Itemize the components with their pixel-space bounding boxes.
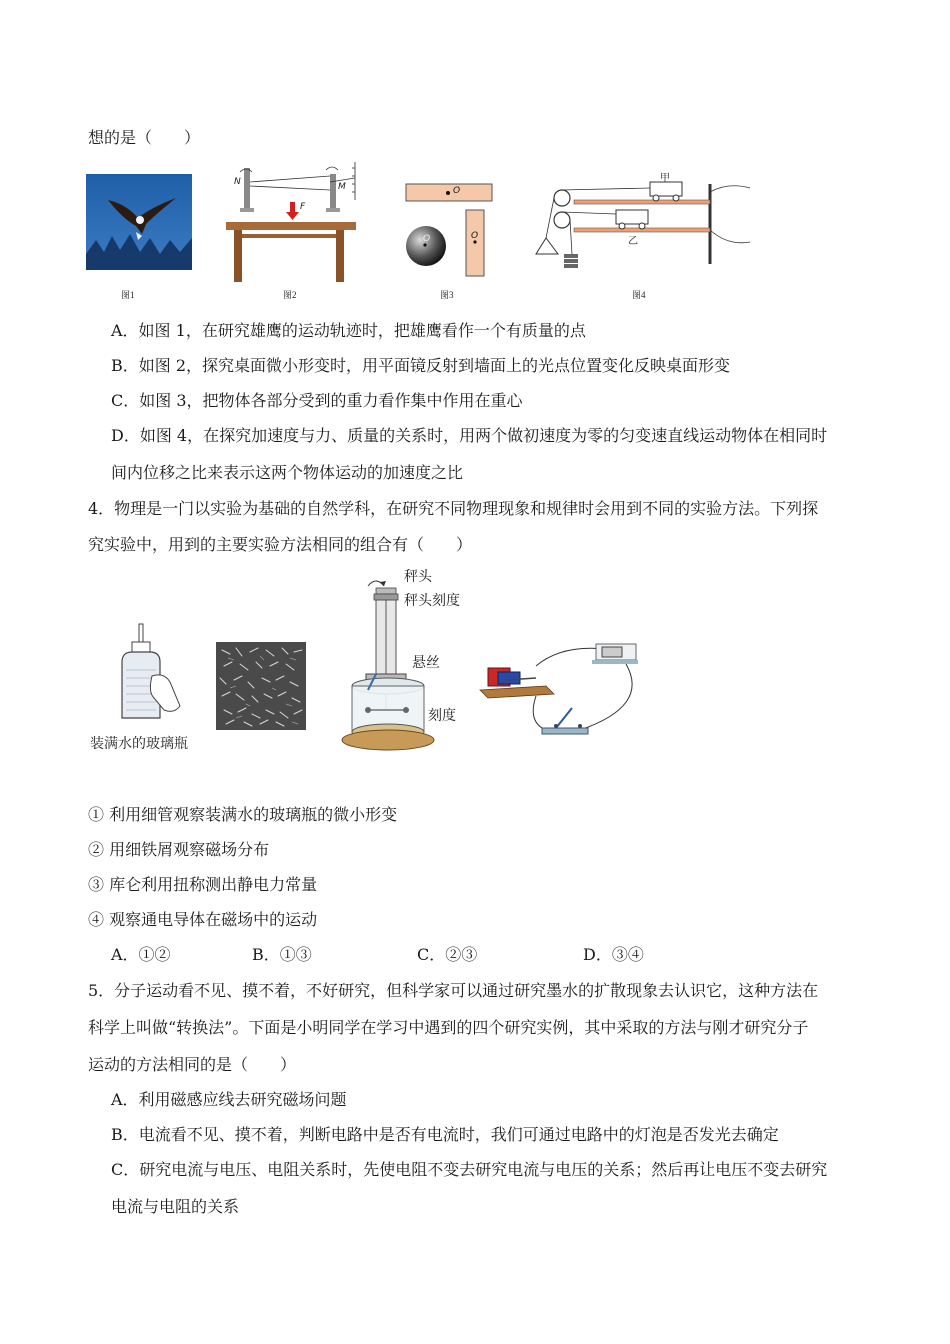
q4-figure-glass-bottle <box>108 622 188 722</box>
figure-2-table-mirrors <box>224 160 360 286</box>
q5-stem-line-3: 运动的方法相同的是（ ） <box>88 1055 297 1074</box>
q4-label-head-scale: 秤头刻度 <box>404 593 460 609</box>
q4-label-wire: 悬丝 <box>412 655 440 671</box>
q4-choice-d: D．③④ <box>583 945 644 964</box>
q4-choice-b: B．①③ <box>252 945 312 964</box>
q5-option-b: B．电流看不见、摸不着，判断电路中是否有电流时，我们可通过电路中的灯泡是否发光去确定 <box>111 1125 779 1144</box>
q5-stem-line-2: 科学上叫做“转换法”。下面是小明同学在学习中遇到的四个研究实例，其中采取的方法与刚才研究分子 <box>88 1018 809 1037</box>
figure-3-label-o-plank: O <box>471 231 479 241</box>
q4-stem-line-2: 究实验中，用到的主要实验方法相同的组合有（ ） <box>88 535 473 554</box>
q4-item-4: ④ 观察通电导体在磁场中的运动 <box>88 910 318 929</box>
figure-4-label-yi: 乙 <box>628 236 638 247</box>
q3-option-d-continued: 间内位移之比来表示这两个物体运动的加速度之比 <box>111 463 464 482</box>
figure-2-label-f: F <box>300 202 306 212</box>
q4-stem-line-1: 4．物理是一门以实验为基础的自然学科，在研究不同物理现象和规律时会用到不同的实验方法。下列探 <box>88 499 819 518</box>
figure-3-center-of-gravity <box>404 182 494 278</box>
q3-option-a: A．如图 1，在研究雄鹰的运动轨迹时，把雄鹰看作一个有质量的点 <box>111 321 586 340</box>
q4-choice-a: A．①② <box>111 945 171 964</box>
figure-2-caption: 图2 <box>283 290 297 300</box>
q5-option-c-continued: 电流与电阻的关系 <box>111 1197 240 1216</box>
q3-option-d: D．如图 4，在探究加速度与力、质量的关系时，用两个做初速度为零的匀变速直线运动物体在相同时 <box>111 426 828 445</box>
q5-option-c: C．研究电流与电压、电阻关系时，先使电阻不变去研究电流与电压的关系；然后再让电压不变去研究 <box>111 1160 828 1179</box>
figure-3-label-o-ball: O <box>423 234 431 244</box>
q4-item-2: ② 用细铁屑观察磁场分布 <box>88 840 270 859</box>
figure-2-label-m: M <box>338 182 346 192</box>
q4-figure-iron-filings <box>216 642 306 730</box>
q4-choice-c: C．②③ <box>417 945 478 964</box>
q4-item-3: ③ 库仑利用扭称测出静电力常量 <box>88 875 318 894</box>
q4-label-scale: 刻度 <box>428 708 456 724</box>
figure-4-two-carts <box>532 168 752 280</box>
q4-figure-conductor-circuit <box>476 636 646 742</box>
q4-item-1: ① 利用细管观察装满水的玻璃瓶的微小形变 <box>88 805 398 824</box>
q3-option-c: C．如图 3，把物体各部分受到的重力看作集中作用在重心 <box>111 391 523 410</box>
figure-4-label-jia: 甲 <box>660 173 670 184</box>
figure-4-caption: 图4 <box>632 290 646 300</box>
figure-1-caption: 图1 <box>121 290 135 300</box>
q5-stem-line-1: 5．分子运动看不见、摸不着，不好研究，但科学家可以通过研究墨水的扩散现象去认识它，这种方法在 <box>88 981 819 1000</box>
q3-option-b: B．如图 2，探究桌面微小形变时，用平面镜反射到墙面上的光点位置变化反映桌面形变 <box>111 356 731 375</box>
q4-label-bottle: 装满水的玻璃瓶 <box>90 736 188 752</box>
q5-option-a: A．利用磁感应线去研究磁场问题 <box>111 1090 347 1109</box>
q4-label-head: 秤头 <box>404 569 432 585</box>
figure-1-eagle <box>86 174 192 270</box>
figure-2-label-n: N <box>234 177 241 187</box>
figure-3-caption: 图3 <box>440 290 454 300</box>
figure-3-label-o-bar: O <box>453 186 461 196</box>
q3-stem-tail: 想的是（ ） <box>88 128 201 147</box>
